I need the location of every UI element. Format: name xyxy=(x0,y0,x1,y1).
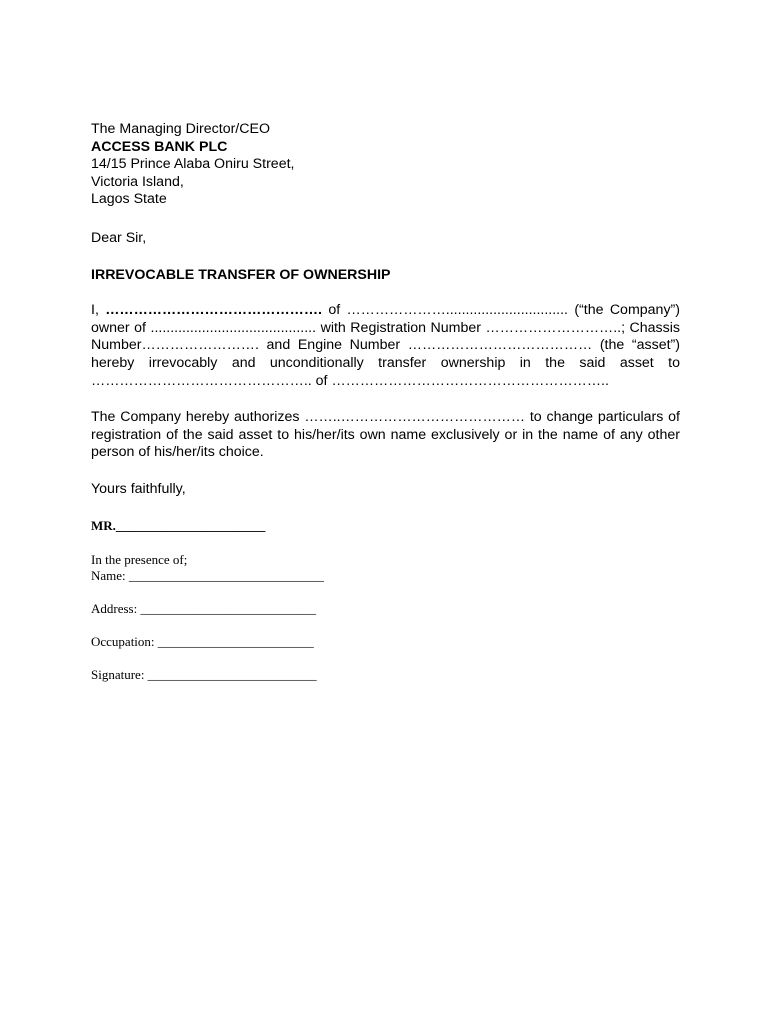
of-word-1: of xyxy=(328,302,341,319)
asset-blank: .......................................... xyxy=(150,319,317,336)
recipient-title: The Managing Director/CEO xyxy=(91,121,270,137)
recipient-address xyxy=(91,121,680,209)
chassis-label: Chassis Number……………………. xyxy=(91,319,680,354)
authorized-party-blank: ……..………………………………… xyxy=(304,409,526,426)
letter-heading: IRREVOCABLE TRANSFER OF OWNERSHIP xyxy=(91,266,391,283)
asset-clause: (the “asset”) hereby irrevocably and unconditionally transfer ownership in the said asset to xyxy=(91,337,680,371)
recipient-street: 14/15 Prince Alaba Oniru Street, xyxy=(91,156,295,173)
witness-name-field: Name: ______________________________ xyxy=(91,568,324,583)
witness-section xyxy=(91,552,680,684)
engine-blank: ………………………………… xyxy=(407,337,593,354)
closing: Yours faithfully, xyxy=(91,480,186,497)
company-definition: (“the Company”) xyxy=(574,302,680,319)
recipient-state: Lagos State xyxy=(91,191,167,208)
registration-label: with Registration Number xyxy=(320,319,481,336)
owner-name-blank: ………………………………………. xyxy=(105,302,322,319)
engine-label: and Engine Number xyxy=(266,337,401,354)
witness-signature-field: Signature: __________________________ xyxy=(91,667,317,682)
signatory-line: MR._______________________ xyxy=(91,517,266,533)
witness-intro: In the presence of; xyxy=(91,551,188,567)
transferee-blank: ……………………………………….. xyxy=(91,372,312,389)
authorization-paragraph xyxy=(91,409,680,462)
salutation: Dear Sir, xyxy=(91,229,147,246)
of-word-2: of xyxy=(315,372,328,389)
recipient-area: Victoria Island, xyxy=(91,173,184,190)
authorization-rest: to change particulars of registration of the said asset to his/her/its own name exclusively or in the name of any other person of his/her/its choice. xyxy=(91,409,680,461)
letter-page xyxy=(91,121,680,684)
transferee-address-blank: ………………………………………………….. xyxy=(331,372,609,389)
owner-of-text: owner of xyxy=(91,319,146,336)
registration-blank: ………………………..; xyxy=(485,319,626,336)
authorization-start: The Company hereby authorizes xyxy=(91,409,300,426)
pronoun-i: I, xyxy=(91,302,99,319)
transfer-paragraph xyxy=(91,302,680,390)
witness-address-field: Address: ___________________________ xyxy=(91,601,316,616)
owner-address-blank: …………………............................... xyxy=(346,302,568,319)
witness-occupation-field: Occupation: ________________________ xyxy=(91,634,314,649)
recipient-bank: ACCESS BANK PLC xyxy=(91,138,228,155)
